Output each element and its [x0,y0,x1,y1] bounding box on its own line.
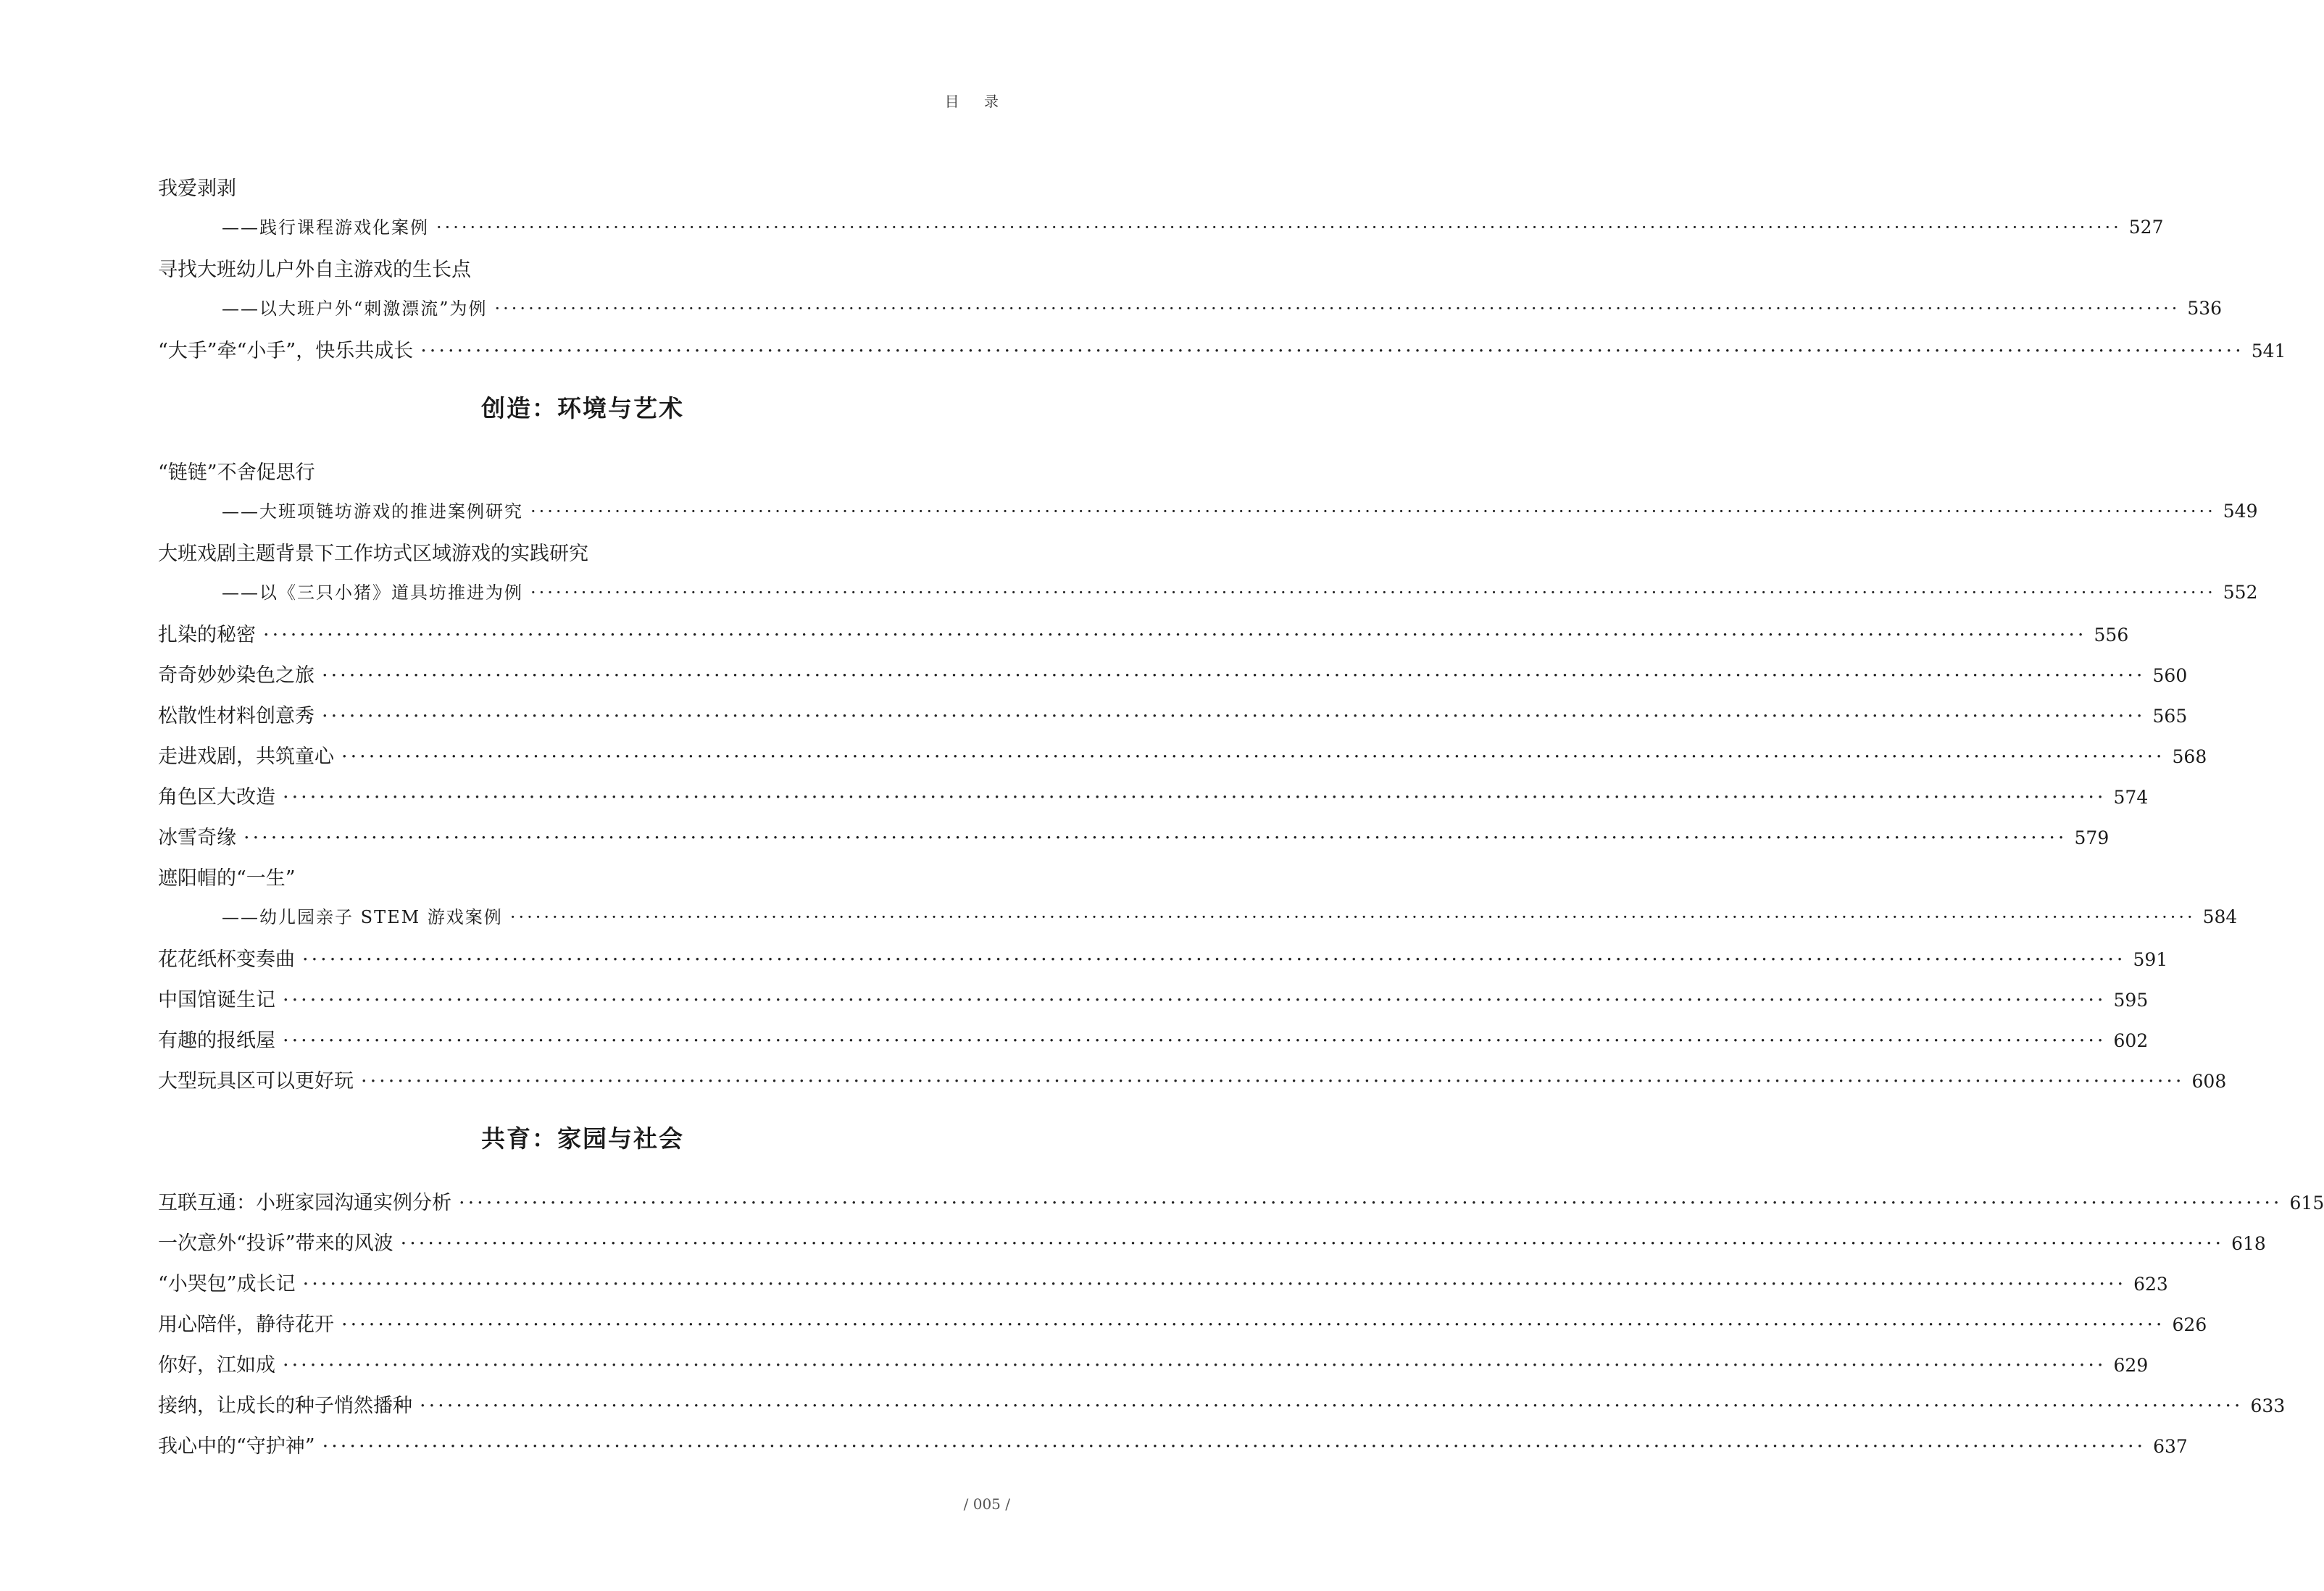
toc-page-number: 541 [2251,341,2286,362]
toc-page-number: 591 [2133,949,2168,970]
toc-entry-title: 一次意外“投诉”带来的风波 [158,1232,393,1255]
toc-entry[interactable] [158,327,2286,368]
dot-leader: ········································································································································································································ [341,1314,2165,1336]
toc-entry [158,165,1007,206]
toc-page-number: 608 [2191,1071,2227,1092]
toc-entry [158,449,1007,490]
toc-entry-title: 有趣的报纸屋 [158,1030,275,1052]
toc-entry-subtitle: ——幼儿园亲子 STEM 游戏案例 [222,907,503,927]
toc-entry[interactable] [158,1382,2286,1423]
toc-page-number: 626 [2172,1314,2207,1335]
toc-entry-title: 奇奇妙妙染色之旅 [158,664,315,687]
dot-leader: ········································································································································································································ [361,1070,2185,1093]
toc-entry-title: 我爱剥剥 [158,178,236,200]
toc-entry-title: 互联互通：小班家园沟通实例分析 [158,1192,451,1214]
toc-page-number: 568 [2172,746,2207,767]
toc-page-number: 615 [2289,1193,2324,1214]
toc-entry-subtitle: ——以大班户外“刺激漂流”为例 [222,298,488,319]
toc-entry-title: “大手”牵“小手”，快乐共成长 [158,340,414,362]
toc-entry[interactable] [158,1220,2266,1261]
dot-leader: ········································································································································································································ [322,1435,2146,1458]
toc-page-number: 565 [2152,706,2188,727]
dot-leader: ········································································································································································································ [283,989,2107,1011]
dot-leader: ········································································································································································································ [263,624,2087,646]
toc-entry-title: 走进戏剧，共筑童心 [158,746,334,768]
toc-entry-subtitle-row[interactable] [158,490,2258,530]
toc-entry-subtitle: ——以《三只小猪》道具坊推进为例 [222,582,523,603]
toc-entry-subtitle: ——大班项链坊游戏的推进案例研究 [222,501,523,522]
dot-leader: ········································································································································································································ [494,298,2181,319]
toc-entry [158,855,1007,895]
toc-entry-subtitle-row[interactable] [158,895,2238,936]
toc-page-number: 595 [2113,990,2149,1011]
dot-leader: ········································································································································································································ [322,705,2146,727]
toc-entry-title: 角色区大改造 [158,786,275,809]
dot-leader: ········································································································································································································ [283,786,2107,809]
toc-entry-title: 扎染的秘密 [158,624,256,646]
dot-leader: ········································································································································································································ [283,1354,2107,1377]
toc-page-number: 549 [2223,501,2258,522]
toc-entry [158,246,1007,287]
toc-entry[interactable] [158,1261,2168,1301]
dot-leader: ········································································································································································································ [420,1395,2244,1417]
dot-leader: ········································································································································································································ [400,1232,2225,1255]
toc-page-number: 602 [2113,1030,2149,1051]
dot-leader: ········································································································································································································ [530,582,2216,603]
toc-entry[interactable] [158,1423,2188,1463]
toc-page-number: 556 [2094,625,2129,646]
toc-entry-title: 你好，江如成 [158,1354,275,1377]
dot-leader: ········································································································································································································ [302,1273,2127,1295]
section-heading: 共育：家园与社会 [481,1124,684,1153]
toc-page-number: 584 [2202,906,2238,927]
toc-page-number: 629 [2113,1355,2149,1376]
toc-page-number: 633 [2250,1395,2286,1416]
toc-page-number: 618 [2231,1233,2266,1254]
toc-entry-subtitle-row[interactable] [158,571,2258,611]
toc-entry[interactable] [158,652,2188,693]
dot-leader: ········································································································································································································ [322,664,2146,687]
dot-leader: ········································································································································································································ [436,217,2122,238]
toc-entry-subtitle-row[interactable] [158,206,2164,246]
running-head: 目 录 [944,93,1009,110]
dot-leader: ········································································································································································································ [459,1192,2283,1214]
toc-entry-title: 我心中的“守护神” [158,1435,315,1458]
toc-entry-title: 松散性材料创意秀 [158,705,315,727]
toc-entry[interactable] [158,1058,2227,1098]
toc-page-number: 527 [2128,217,2164,238]
toc-entry-subtitle-row[interactable] [158,287,2223,327]
toc-entry-title: 冰雪奇缘 [158,827,236,849]
toc-page-number: 536 [2187,298,2223,319]
toc-entry[interactable] [158,611,2129,652]
toc-entry[interactable] [158,814,2109,855]
toc-entry-title: “链链”不舍促思行 [158,462,315,484]
toc-entry[interactable] [158,1017,2149,1058]
toc-entry[interactable] [158,1301,2207,1342]
dot-leader: ········································································································································································································ [530,501,2216,522]
toc-page-number: 560 [2152,665,2188,686]
toc-entry-title: 接纳，让成长的种子悄然播种 [158,1395,412,1417]
toc-entry[interactable] [158,774,2149,814]
toc-page-number: 574 [2113,787,2149,808]
toc-entry[interactable] [158,733,2207,774]
toc-entry-title: 遮阳帽的“一生” [158,867,296,890]
toc-page-number: 579 [2074,827,2109,848]
dot-leader: ········································································································································································································ [509,907,2196,927]
page-number: / 005 / [963,1495,1010,1513]
toc-entry[interactable] [158,1342,2149,1382]
toc-entry-title: 用心陪伴，静待花开 [158,1314,334,1336]
toc-entry-title: 大型玩具区可以更好玩 [158,1070,354,1093]
toc-page-number: 552 [2223,582,2258,603]
dot-leader: ········································································································································································································ [420,340,2244,362]
toc-entry[interactable] [158,936,2168,977]
table-of-contents [158,165,2324,1463]
toc-entry[interactable] [158,1179,2324,1220]
toc-entry[interactable] [158,693,2188,733]
section-heading: 创造：环境与艺术 [481,394,684,422]
toc-entry-title: “小哭包”成长记 [158,1273,296,1295]
dot-leader: ········································································································································································································ [243,827,2067,849]
dot-leader: ········································································································································································································ [341,746,2165,768]
toc-entry-title: 寻找大班幼儿户外自主游戏的生长点 [158,259,471,281]
toc-entry-title: 花花纸杯变奏曲 [158,948,295,971]
dot-leader: ········································································································································································································ [302,948,2126,971]
toc-entry-subtitle: ——践行课程游戏化案例 [222,217,429,238]
toc-page-number: 623 [2133,1274,2168,1295]
toc-entry [158,530,1007,571]
toc-entry[interactable] [158,977,2149,1017]
toc-page-number: 637 [2153,1436,2188,1457]
toc-entry-title: 中国馆诞生记 [158,989,275,1011]
dot-leader: ········································································································································································································ [283,1030,2107,1052]
toc-entry-title: 大班戏剧主题背景下工作坊式区域游戏的实践研究 [158,543,588,565]
